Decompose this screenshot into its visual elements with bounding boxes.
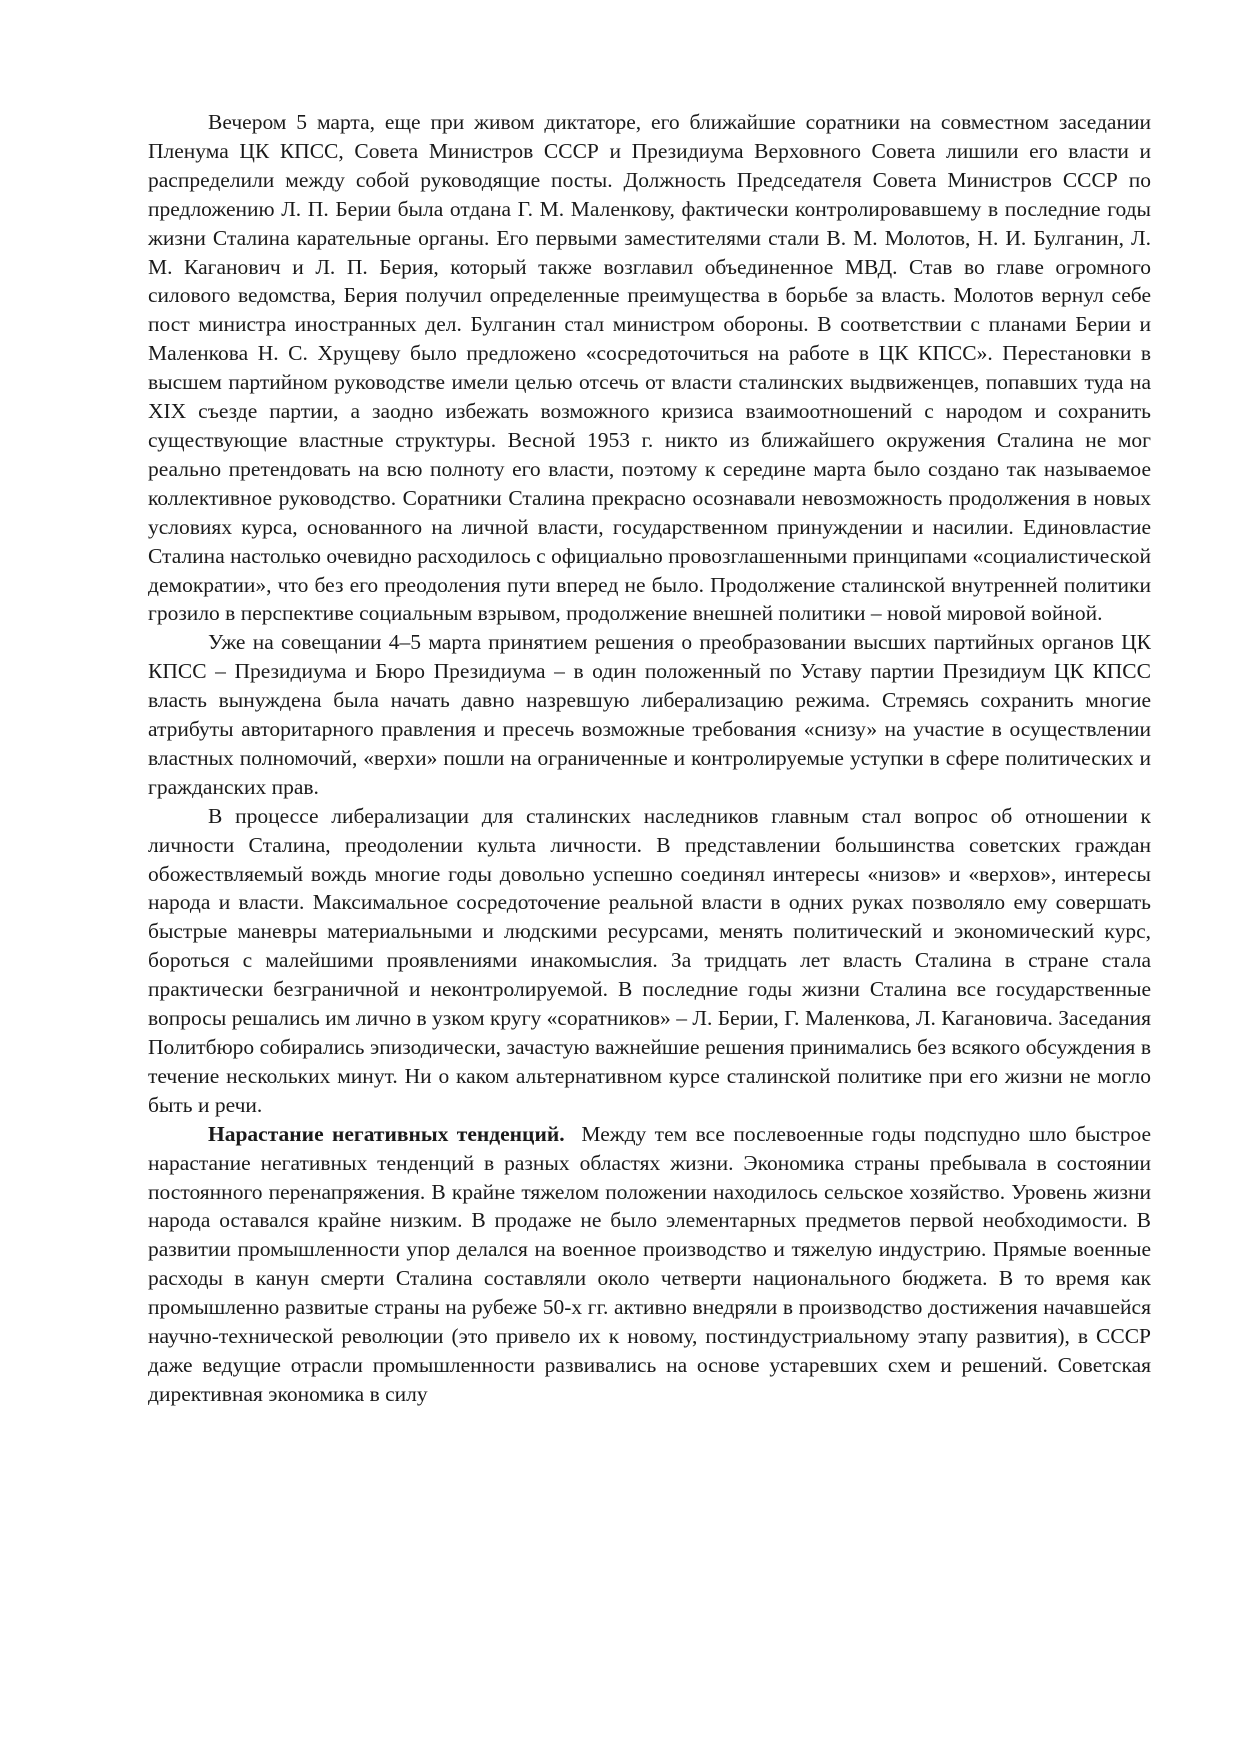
paragraph bbox=[148, 628, 1151, 801]
paragraph-text: В процессе либерализации для сталинских наследников главным стал вопрос об отношении к личности Сталина, преодолении культа личности. В представлении большинства советских граждан обожествляемый вождь многие годы довольно успешно соединял интересы «низов» и «верхов», интересы народа и власти. Максимальное сосредоточение реальной власти в одних руках позволяло ему совершать быстрые маневры материальными и людскими ресурсами, менять политический и экономический курс, бороться с малейшими проявлениями инакомыслия. За тридцать лет власть Сталина в стране стала практически безграничной и неконтролируемой. В последние годы жизни Сталина все государственные вопросы решались им лично в узком кругу «соратников» – Л. Берии, Г. Маленкова, Л. Кагановича. Заседания Политбюро собирались эпизодически, зачастую важнейшие решения принимались без всякого обсуждения в течение нескольких минут. Ни о каком альтернативном курсе сталинской политике при его жизни не могло быть и речи. bbox=[148, 803, 1151, 1117]
paragraph bbox=[148, 1120, 1151, 1409]
paragraph-text: Вечером 5 марта, еще при живом диктаторе, его ближайшие соратники на совместном заседании Пленума ЦК КПСС, Совета Министров СССР и Президиума Верховного Совета лишили его власти и распределили между собой руководящие посты. Должность Председателя Совета Министров СССР по предложению Л. П. Берии была отдана Г. М. Маленкову, фактически контролировавшему в последние годы жизни Сталина карательные органы. Его первыми заместителями стали В. М. Молотов, Н. И. Булганин, Л. М. Каганович и Л. П. Берия, который также возглавил объединенное МВД. Став во главе огромного силового ведомства, Берия получил определенные преимущества в борьбе за власть. Молотов вернул себе пост министра иностранных дел. Булганин стал министром обороны. В соответствии с планами Берии и Маленкова Н. С. Хрущеву было предложено «сосредоточиться на работе в ЦК КПСС». Перестановки в высшем партийном руководстве имели целью отсечь от власти сталинских выдвиженцев, попавших туда на XIX съезде партии, а заодно избежать возможного кризиса взаимоотношений с народом и сохранить существующие властные структуры. Весной 1953 г. никто из ближайшего окружения Сталина не мог реально претендовать на всю полноту его власти, поэтому к середине марта было создано так называемое коллективное руководство. Соратники Сталина прекрасно осознавали невозможность продолжения в новых условиях курса, основанного на личной власти, государственном принуждении и насилии. Единовластие Сталина настолько очевидно расходилось с официально провозглашенными принципами «социалистической демократии», что без его преодоления пути вперед не было. Продолжение сталинской внутренней политики грозило в перспективе социальным взрывом, продолжение внешней политики – новой мировой войной. bbox=[148, 110, 1151, 626]
paragraph bbox=[148, 108, 1151, 628]
paragraph-text: Уже на совещании 4–5 марта принятием решения о преобразовании высших партийных органов ЦК КПСС – Президиума и Бюро Президиума – в один положенный по Уставу партии Президиум ЦК КПСС власть вынуждена была начать давно назревшую либерализацию режима. Стремясь сохранить многие атрибуты авторитарного правления и пресечь возможные требования «снизу» на участие в осуществлении властных полномочий, «верхи» пошли на ограниченные и контролируемые уступки в сфере политических и гражданских прав. bbox=[148, 630, 1151, 799]
paragraph bbox=[148, 802, 1151, 1120]
document-page bbox=[148, 108, 1151, 1409]
section-heading: Нарастание негативных тенденций. bbox=[208, 1121, 565, 1146]
paragraph-text: Между тем все послевоенные годы подспудно шло быстрое нарастание негативных тенденций в разных областях жизни. Экономика страны пребывала в состоянии постоянного перенапряжения. В крайне тяжелом положении находилось сельское хозяйство. Уровень жизни народа оставался крайне низким. В продаже не было элементарных предметов первой необходимости. В развитии промышленности упор делался на военное производство и тяжелую индустрию. Прямые военные расходы в канун смерти Сталина составляли около четверти национального бюджета. В то время как промышленно развитые страны на рубеже 50-х гг. активно внедряли в производство достижения начавшейся научно-технической революции (это привело их к новому, постиндустриальному этапу развития), в СССР даже ведущие отрасли промышленности развивались на основе устаревших схем и решений. Советская директивная экономика в силу bbox=[148, 1121, 1151, 1406]
